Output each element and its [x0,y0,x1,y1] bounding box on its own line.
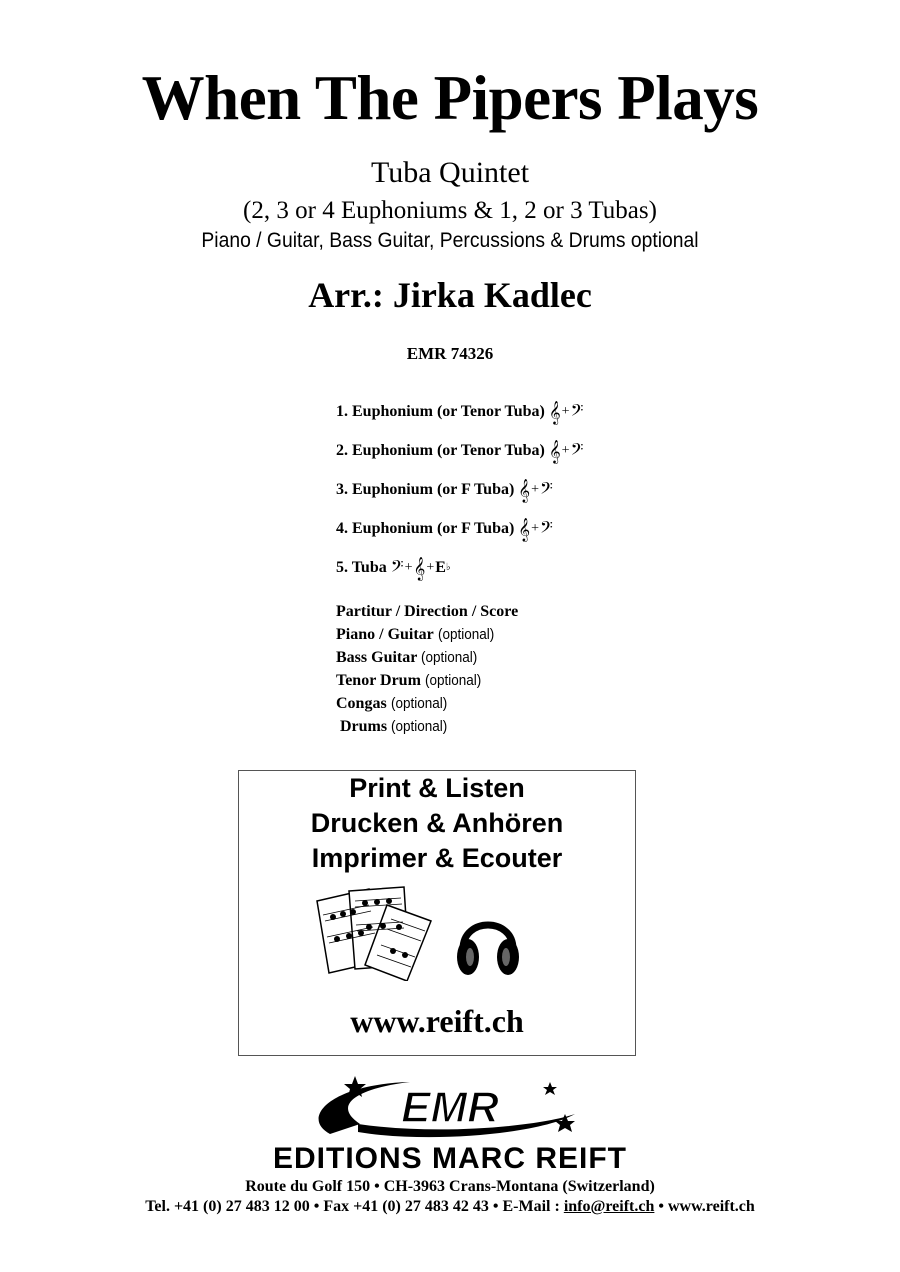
plus-sign: + [561,403,570,419]
score-item-note: (optional) [391,718,448,735]
score-item-note: (optional) [424,672,482,689]
plus-sign: + [561,442,570,458]
separator: • [313,1198,320,1215]
score-item-name: Piano / Guitar [336,626,434,643]
score-item-note: (optional) [437,626,495,643]
optional-instruments-line: Piano / Guitar, Bass Guitar, Percussions & Drums optional [201,229,699,252]
bass-clef-icon: 𝄢 [390,555,404,580]
separator: • [492,1198,499,1215]
bass-clef-icon: 𝄢 [570,399,584,424]
separator: • [658,1198,664,1215]
part-item [336,470,583,509]
part-label: 2. Euphonium (or Tenor Tuba) [336,441,545,459]
part-label: 4. Euphonium (or F Tuba) [336,519,515,537]
plus-sign: + [531,520,540,536]
emr-logo [300,1074,590,1144]
treble-clef-icon: 𝄞 [518,477,531,502]
score-item-name: Tenor Drum [336,672,421,689]
publisher-name: EDITIONS MARC REIFT [273,1142,627,1175]
score-contents-list [336,600,518,738]
list-item [336,646,518,669]
bass-clef-icon: 𝄢 [570,438,584,463]
plus-sign: + [531,481,540,497]
page-title: When The Pipers Plays [141,63,759,133]
score-item-name: Congas [336,695,387,712]
score-item-note: (optional) [421,649,478,666]
list-item [336,669,518,692]
part-item [336,548,583,587]
part-label: 1. Euphonium (or Tenor Tuba) [336,402,545,420]
score-item-note: (optional) [390,695,447,712]
publisher-address: Route du Golf 150 • CH-3963 Crans-Montana (Switzerland) [245,1178,655,1195]
website-link[interactable]: www.reift.ch [668,1198,755,1215]
print-listen-box [238,770,636,1056]
plus-sign: + [426,559,435,575]
list-item [336,600,518,623]
publisher-contact [0,1198,900,1216]
list-item [336,623,518,646]
fax-number: Fax +41 (0) 27 483 42 43 [323,1198,489,1215]
score-item-name: Partitur / Direction / Score [336,603,519,620]
treble-clef-icon: 𝄞 [518,516,531,541]
promo-website-link[interactable]: www.reift.ch [350,1003,524,1039]
promo-line-german: Drucken & Anhören [310,808,564,838]
email-link[interactable]: info@reift.ch [563,1198,655,1215]
score-item-name: Drums [340,718,388,735]
plus-sign: + [404,559,413,575]
bass-clef-icon: 𝄢 [540,516,553,541]
ensemble-subtitle: Tuba Quintet [370,156,530,189]
headphones-icon [453,903,523,983]
catalog-number: EMR 74326 [406,344,494,363]
bass-clef-icon: 𝄢 [540,477,553,502]
treble-clef-icon: 𝄞 [413,555,426,580]
sheet-music-icon [309,881,439,981]
phone-number: Tel. +41 (0) 27 483 12 00 [145,1198,310,1215]
arranger: Arr.: Jirka Kadlec [308,275,592,315]
part-label: 5. Tuba [336,558,387,576]
e-flat-label: E [435,558,446,576]
email-label: E-Mail : [502,1198,560,1215]
treble-clef-icon: 𝄞 [548,438,561,463]
parts-list [336,392,583,587]
score-item-name: Bass Guitar [336,649,418,666]
part-item [336,392,583,431]
list-item [336,715,518,738]
promo-line-french: Imprimer & Ecouter [311,843,563,873]
part-item [336,431,583,470]
part-label: 3. Euphonium (or F Tuba) [336,480,515,498]
part-item [336,509,583,548]
promo-line-english: Print & Listen [349,773,525,803]
treble-clef-icon: 𝄞 [548,399,561,424]
logo-text: EMR [401,1083,499,1132]
instrumentation-line: (2, 3 or 4 Euphoniums & 1, 2 or 3 Tubas) [243,197,657,224]
list-item [336,692,518,715]
flat-icon: ♭ [445,562,451,573]
